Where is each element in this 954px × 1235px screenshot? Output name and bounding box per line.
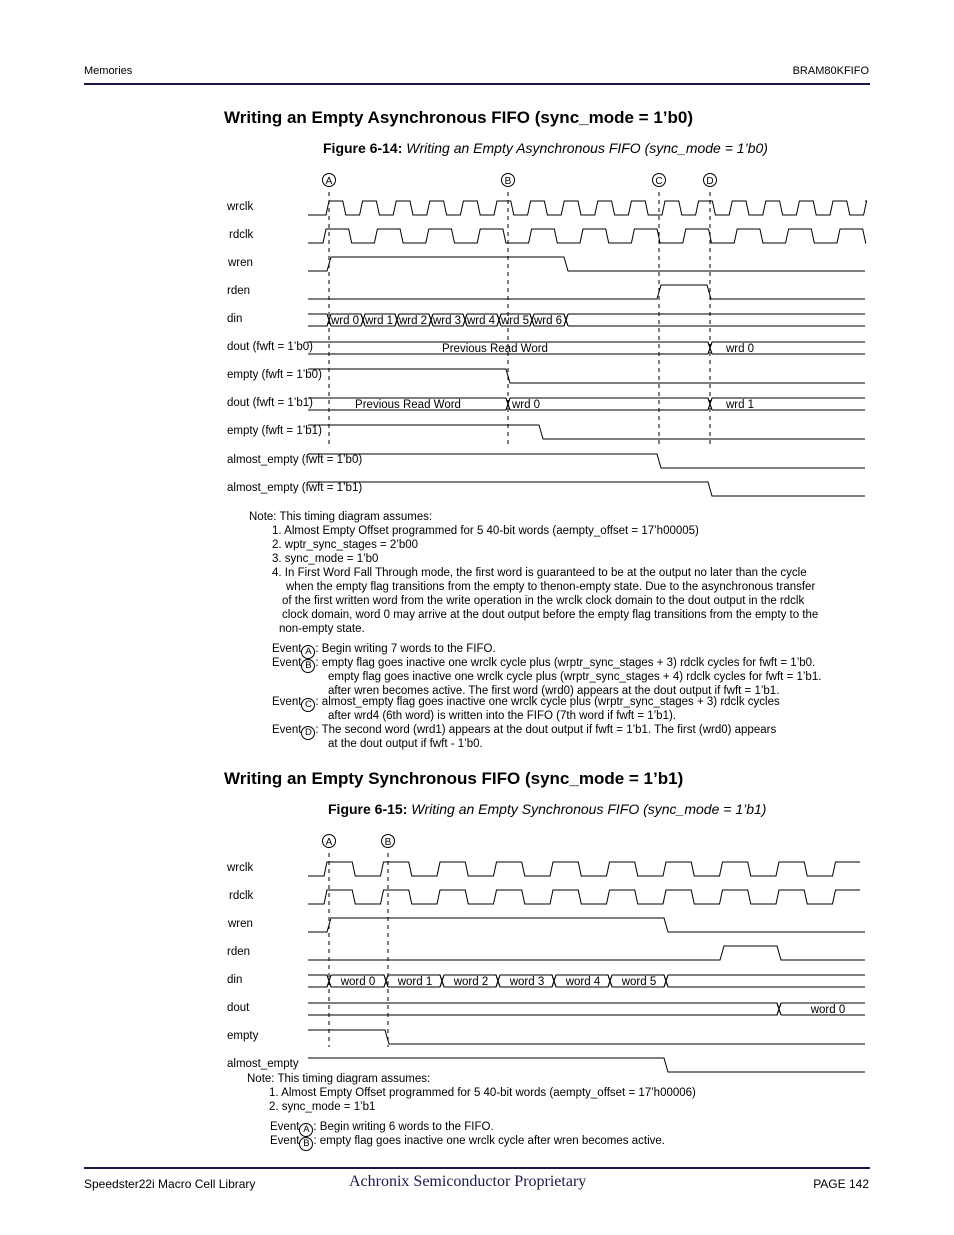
event-a-circle-icon: A	[299, 1123, 313, 1137]
event-note-continuation: after wren becomes active. The first word (wrd0) appears at the dout output if fwft = 1’b1.	[328, 685, 780, 697]
dout-word-2: word 0	[810, 1004, 846, 1016]
figure-title: Writing an Empty Synchronous FIFO (sync_mode = 1’b1)	[411, 801, 767, 817]
din-bus-2-transition	[384, 975, 388, 987]
dout-fwft0-prev-label: Previous Read Word	[442, 343, 548, 355]
signal-label: dout	[227, 1002, 250, 1014]
signal-label: dout (fwft = 1’b1)	[227, 397, 313, 409]
note-line: 1. Almost Empty Offset programmed for 5 40-bit words (aempty_offset = 17’h00005)	[272, 525, 699, 537]
rden-waveform-2	[308, 946, 865, 960]
event-note-continuation: at the dout output if fwft - 1’b0.	[328, 738, 483, 750]
wrclk-waveform	[308, 201, 867, 215]
din-word-2-5: word 5	[621, 976, 657, 988]
event-c-marker-label: C	[655, 176, 663, 187]
din-bus-2-transition	[440, 975, 444, 987]
signal-label: rdclk	[229, 229, 254, 241]
event-description: : empty flag goes inactive one wrclk cycle after wren becomes active.	[313, 1135, 665, 1147]
event-word: Event	[270, 1135, 300, 1147]
event-word: Event	[272, 696, 302, 708]
din-word-5: wrd 5	[500, 315, 530, 327]
din-word-2-0: word 0	[340, 976, 376, 988]
signal-label: empty (fwft = 1’b1)	[227, 425, 322, 437]
dout-fwft0-bus-bottom	[308, 342, 865, 354]
note-line: non-empty state.	[279, 623, 365, 635]
header-right: BRAM80KFIFO	[792, 65, 869, 77]
note-line: of the first written word from the write operation in the wrclk clock domain to the dout output in the rdclk	[282, 595, 805, 607]
din-word-3: wrd 3	[432, 315, 462, 327]
section1-title: Writing an Empty Asynchronous FIFO (sync_mode = 1’b0)	[224, 108, 693, 127]
event-word: Event	[272, 643, 302, 655]
din-word-1: wrd 1	[364, 315, 394, 327]
din-word-4: wrd 4	[466, 315, 496, 327]
din-bus-transition	[564, 314, 568, 326]
signal-label: rden	[227, 285, 251, 297]
note-line: clock domain, word 0 may arrive at the dout output before the empty flag transitions from the empty to the	[282, 609, 819, 621]
footer-left: Speedster22i Macro Cell Library	[84, 1177, 256, 1191]
dout-bus-2-transition	[777, 1003, 781, 1015]
figure-title: Writing an Empty Asynchronous FIFO (sync_mode = 1’b0)	[406, 140, 768, 156]
signal-label: wren	[228, 918, 253, 930]
empty-fwft0-waveform	[308, 369, 865, 383]
dout-fwft0-word: wrd 0	[725, 343, 755, 355]
signal-label: rden	[227, 946, 251, 958]
note-intro: Note: This timing diagram assumes:	[249, 511, 433, 523]
note-line: 3. sync_mode = 1’b0	[272, 553, 379, 565]
signal-label: empty	[227, 1030, 259, 1042]
wren-waveform-2	[308, 918, 865, 932]
event-description: : Begin writing 7 words to the FIFO.	[315, 643, 496, 655]
signal-label: wren	[228, 257, 253, 269]
din-word-2: wrd 2	[398, 315, 428, 327]
event-b-marker-label: B	[504, 176, 512, 187]
signal-label: din	[227, 313, 243, 325]
event-d-marker-label: D	[706, 176, 714, 187]
signal-label: almost_empty (fwft = 1’b0)	[227, 454, 363, 466]
figure-6-15-caption	[328, 801, 766, 817]
note-line: 4. In First Word Fall Through mode, the first word is guaranteed to be at the output no later than the cycle	[272, 567, 807, 579]
note-line: when the empty flag transitions from the empty to thenon-empty state. Due to the asynchronous transfer	[286, 581, 816, 593]
event-b-circle-icon: B	[299, 1137, 313, 1151]
din-bus-2-transition	[608, 975, 612, 987]
din-word-0: wrd 0	[330, 315, 360, 327]
event-note	[270, 1134, 665, 1151]
signal-label: wrclk	[227, 201, 254, 213]
rdclk-waveform	[308, 229, 866, 243]
header-left: Memories	[84, 65, 133, 77]
almost-empty-waveform-2	[308, 1058, 865, 1072]
event-b-circle-icon: B	[301, 659, 315, 673]
din-word-2-4: word 4	[565, 976, 601, 988]
dout-fwft1-word-0: wrd 0	[511, 399, 541, 411]
event-d-circle-icon: D	[301, 726, 315, 740]
signal-label: almost_empty (fwft = 1’b1)	[227, 482, 363, 494]
signal-label: almost_empty	[227, 1058, 299, 1070]
note-line: 2. wptr_sync_stages = 2’b00	[272, 539, 419, 551]
din-word-2-2: word 2	[453, 976, 489, 988]
din-bus-2-transition	[552, 975, 556, 987]
figure-label: Figure 6-14:	[323, 140, 403, 156]
din-bus-2-transition	[496, 975, 500, 987]
footer-right: PAGE 142	[813, 1177, 869, 1191]
din-word-2-1: word 1	[397, 976, 433, 988]
event-b-marker-2-label: B	[384, 837, 392, 848]
dout-fwft1-word-1: wrd 1	[725, 399, 755, 411]
wren-waveform	[308, 257, 865, 271]
signal-label: wrclk	[227, 862, 254, 874]
event-word: Event	[272, 657, 302, 669]
dout-fwft1-prev-label: Previous Read Word	[355, 399, 461, 411]
event-description: : The second word (wrd1) appears at the dout output if fwft = 1’b1. The first (wrd0) appears	[315, 724, 777, 736]
figure-label: Figure 6-15:	[328, 801, 408, 817]
event-description: : almost_empty flag goes inactive one wrclk cycle plus (wrptr_sync_stages + 3) rdclk cycles	[315, 696, 780, 708]
event-a-circle-icon: A	[301, 645, 315, 659]
event-note-continuation: empty flag goes inactive one wrclk cycle plus (wrptr_sync_stages + 4) rdclk cycles for fwft = 1’b1.	[328, 671, 822, 683]
footer-center: Achronix Semiconductor Proprietary	[349, 1173, 587, 1190]
empty-waveform-2	[308, 1030, 865, 1044]
note-line: 1. Almost Empty Offset programmed for 5 40-bit words (aempty_offset = 17’h00006)	[269, 1087, 696, 1099]
rden-waveform	[308, 285, 865, 299]
dout-fwft0-bus-top	[308, 342, 865, 354]
event-description: : Begin writing 6 words to the FIFO.	[313, 1121, 494, 1133]
empty-fwft1-waveform	[308, 425, 865, 439]
almost-empty-fwft1-waveform	[308, 482, 865, 496]
signal-label: empty (fwft = 1’b0)	[227, 369, 322, 381]
event-word: Event	[272, 724, 302, 736]
event-note-continuation: after wrd4 (6th word) is written into the FIFO (7th word if fwft = 1’b1).	[328, 710, 676, 722]
event-a-marker-label: A	[325, 176, 333, 187]
event-a-marker-2-label: A	[325, 837, 333, 848]
note-intro-2: Note: This timing diagram assumes:	[247, 1073, 431, 1085]
dout-bus-2-bottom	[308, 1003, 865, 1015]
note-line: 2. sync_mode = 1’b1	[269, 1101, 376, 1113]
event-description: : empty flag goes inactive one wrclk cycle plus (wrptr_sync_stages + 3) rdclk cycles for fwft = 1’b0.	[315, 657, 816, 669]
signal-label: dout (fwft = 1’b0)	[227, 341, 313, 353]
dout-bus-2-top	[308, 1003, 865, 1015]
din-word-2-3: word 3	[509, 976, 545, 988]
footer-rule	[84, 1167, 870, 1169]
event-word: Event	[270, 1121, 300, 1133]
wrclk-waveform-2	[308, 862, 860, 876]
event-c-circle-icon: C	[301, 698, 315, 712]
rdclk-waveform-2	[308, 890, 860, 904]
almost-empty-fwft0-waveform	[308, 454, 865, 468]
din-word-6: wrd 6	[533, 315, 563, 327]
signal-label: rdclk	[229, 890, 254, 902]
din-bus-2-transition	[664, 975, 668, 987]
section2-title: Writing an Empty Synchronous FIFO (sync_mode = 1’b1)	[224, 769, 684, 788]
signal-label: din	[227, 974, 243, 986]
